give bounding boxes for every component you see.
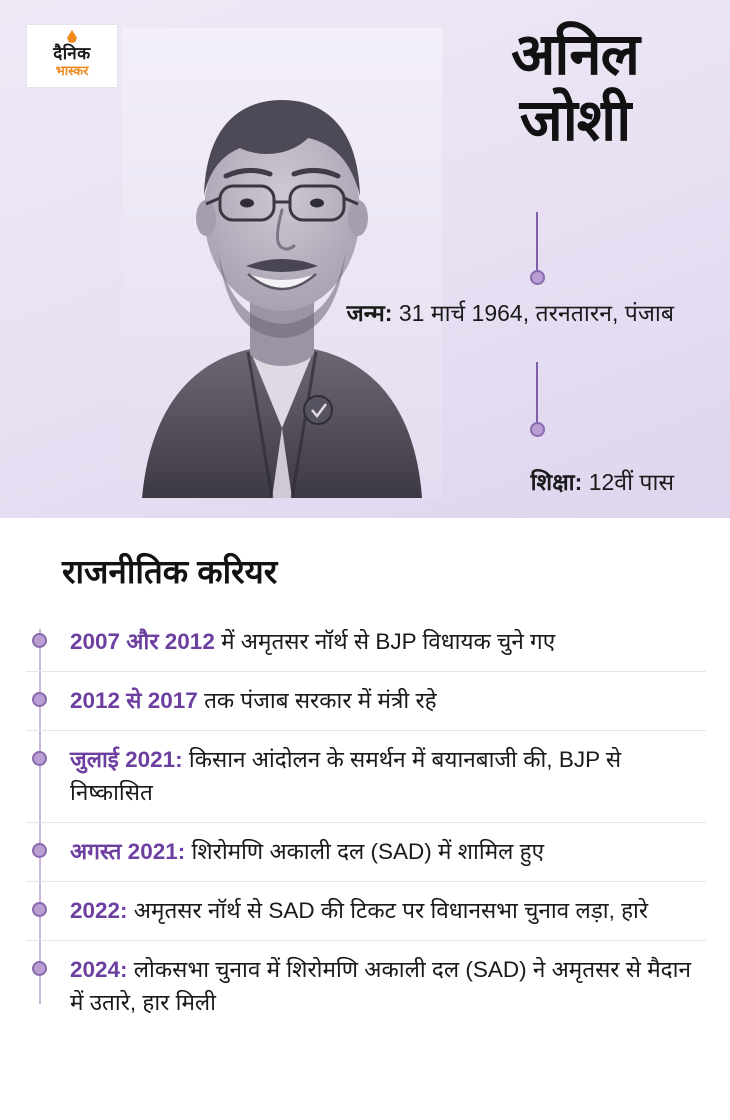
career-timeline [26, 613, 706, 1032]
timeline-bullet-icon [32, 902, 47, 917]
page-title [440, 22, 710, 153]
title-line-1: अनिल [511, 22, 639, 87]
portrait-image [122, 28, 442, 498]
timeline-item-highlight: 2007 और 2012 [70, 629, 215, 654]
career-section [0, 518, 730, 1120]
timeline-item-rest: में अमृतसर नॉर्थ से BJP विधायक चुने गए [214, 629, 556, 654]
timeline-item-text [70, 823, 544, 881]
timeline-item-rest: शिरोमणि अकाली दल (SAD) में शामिल हुए [185, 839, 545, 864]
fact-birth-value: 31 मार्च 1964, तरनतारन, पंजाब [392, 300, 674, 326]
timeline-item-rest: लोकसभा चुनाव में शिरोमणि अकाली दल (SAD) ने अमृतसर से मैदान में उतारे, हार मिली [70, 956, 691, 1016]
timeline-item-highlight: अगस्त 2021: [70, 839, 186, 864]
logo-line-2: भास्कर [55, 63, 89, 79]
hero-section [0, 0, 730, 518]
timeline-item-highlight: 2024: [70, 956, 128, 982]
timeline-item [26, 882, 706, 941]
timeline-item-rest: अमृतसर नॉर्थ से SAD की टिकट पर विधानसभा चुनाव लड़ा, हारे [127, 897, 649, 923]
timeline-item-text [70, 941, 706, 1033]
timeline-bullet-icon [32, 751, 47, 766]
timeline-item-highlight: 2022: [70, 897, 128, 923]
fact-birth-label: जन्म: [346, 300, 393, 326]
timeline-bullet-icon [32, 633, 47, 648]
timeline-item-text [70, 882, 648, 940]
timeline-item-highlight: जुलाई 2021: [70, 746, 183, 772]
fact-birth [344, 297, 674, 330]
timeline-item-rest: किसान आंदोलन के समर्थन में बयानबाजी की, BJP से निष्कासित [70, 746, 622, 806]
connector-line-1 [536, 212, 538, 270]
connector-dot-1 [530, 270, 545, 285]
connector-line-2 [536, 362, 538, 422]
timeline-item [26, 731, 706, 824]
fact-education [344, 466, 674, 499]
timeline-item [26, 672, 706, 731]
timeline-item [26, 613, 706, 672]
logo-line-1: दैनिक [53, 44, 91, 64]
fact-education-label: शिक्षा: [530, 469, 583, 495]
connector-dot-2 [530, 422, 545, 437]
timeline-item-rest: तक पंजाब सरकार में मंत्री रहे [197, 687, 437, 713]
flame-icon [67, 30, 77, 43]
title-line-2: जोशी [519, 87, 631, 153]
timeline-bullet-icon [32, 961, 47, 976]
career-heading: राजनीतिक करियर [62, 553, 278, 590]
timeline-item-text [70, 613, 555, 671]
timeline-bullet-icon [32, 843, 47, 858]
portrait-sketch-svg [122, 28, 442, 498]
timeline-bullet-icon [32, 692, 47, 707]
fact-education-value: 12वीं पास [582, 469, 674, 495]
brand-logo [26, 24, 118, 88]
timeline-item-highlight: 2012 से 2017 [70, 687, 198, 713]
timeline-item-text [70, 672, 437, 730]
timeline-item [26, 941, 706, 1033]
timeline-item [26, 823, 706, 882]
timeline-item-text [70, 731, 706, 823]
fact-connector [530, 212, 544, 462]
